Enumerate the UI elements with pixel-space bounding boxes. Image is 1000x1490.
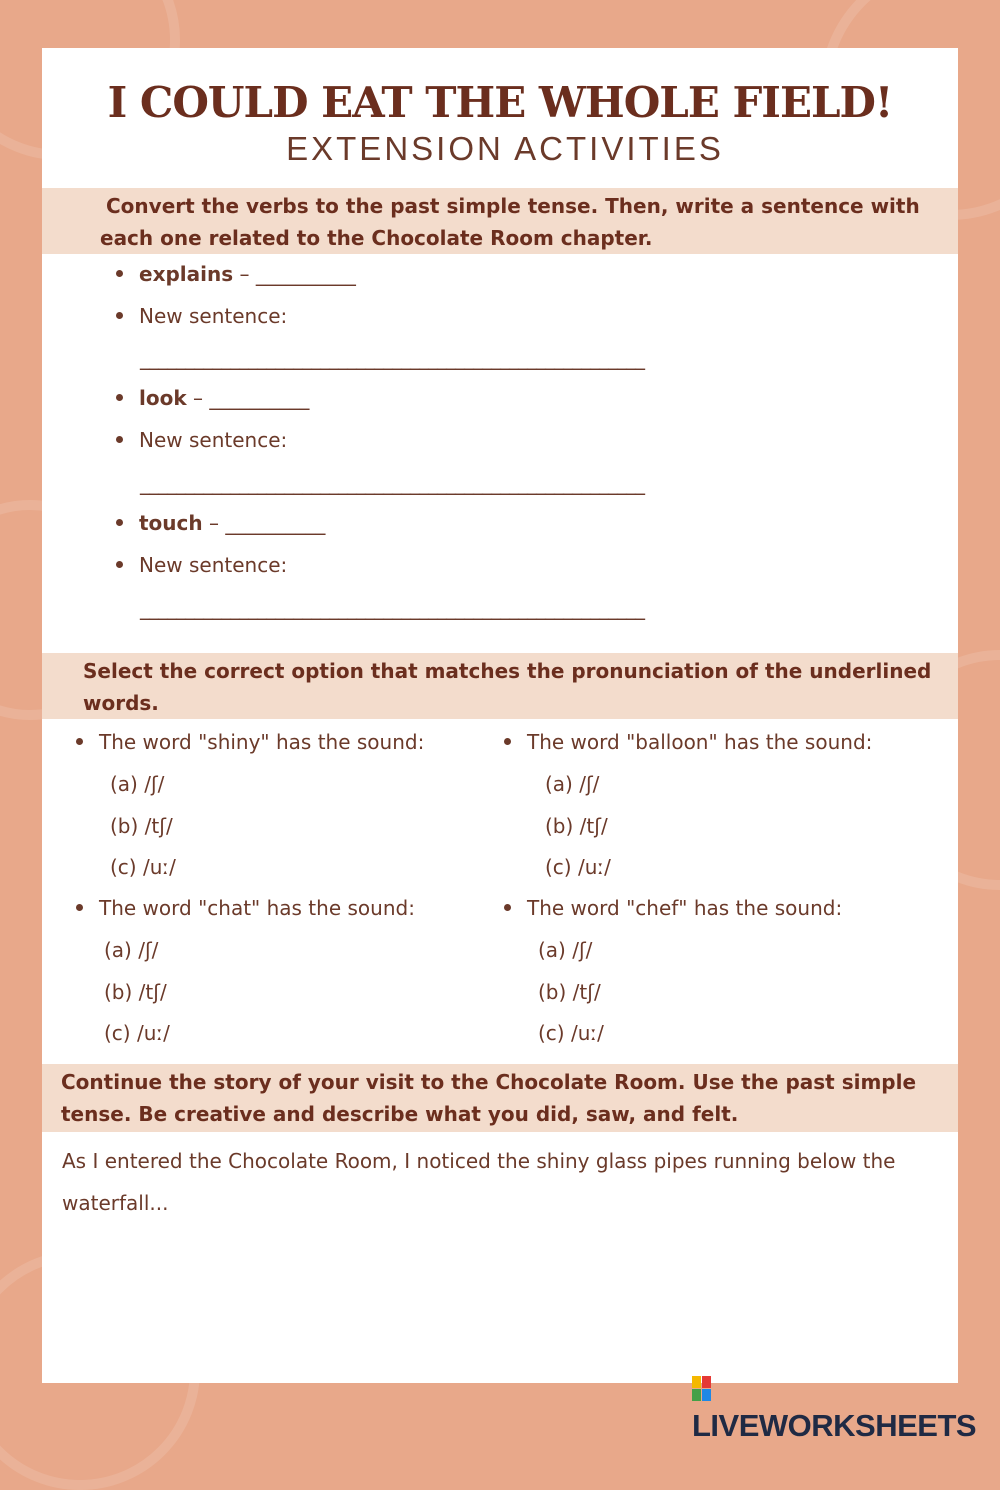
new-sentence-label: New sentence: [116, 304, 287, 328]
section1-instructions: Convert the verbs to the past simple tense. Then, write a sentence with each one related to the Chocolate Room chapter. [42, 188, 958, 254]
option-a[interactable]: (a) /ʃ/ [110, 772, 165, 796]
past-tense-blank[interactable]: – __________ [233, 262, 356, 286]
option-c[interactable]: (c) /uː/ [538, 1021, 604, 1045]
question-balloon: The word "balloon" has the sound: [504, 730, 872, 754]
option-c[interactable]: (c) /uː/ [545, 855, 611, 879]
option-b[interactable]: (b) /tʃ/ [538, 980, 601, 1004]
new-sentence-label: New sentence: [116, 428, 287, 452]
question-shiny: The word "shiny" has the sound: [76, 730, 424, 754]
question-chat: The word "chat" has the sound: [76, 896, 415, 920]
question-chef: The word "chef" has the sound: [504, 896, 842, 920]
section3-instructions: Continue the story of your visit to the Chocolate Room. Use the past simple tense. Be creative and describe what you did, saw, and felt. [42, 1064, 958, 1132]
option-a[interactable]: (a) /ʃ/ [104, 938, 159, 962]
option-b[interactable]: (b) /tʃ/ [545, 814, 608, 838]
option-a[interactable]: (a) /ʃ/ [545, 772, 600, 796]
option-b[interactable]: (b) /tʃ/ [104, 980, 167, 1004]
answer-line[interactable]: ________________________________________________________ [140, 471, 644, 495]
worksheet-page [42, 48, 958, 1383]
past-tense-blank[interactable]: – __________ [202, 511, 326, 535]
worksheet-subtitle: EXTENSION ACTIVITIES [286, 130, 724, 167]
liveworksheets-logo: LIVEWORKSHEETS [692, 1372, 1000, 1444]
option-a[interactable]: (a) /ʃ/ [538, 938, 593, 962]
story-text-area[interactable]: As I entered the Chocolate Room, I noticed the shiny glass pipes running below the waterfall... [62, 1149, 896, 1215]
answer-line[interactable]: ________________________________________________________ [140, 346, 644, 370]
verb-item-look: look – __________ [116, 386, 309, 410]
option-b[interactable]: (b) /tʃ/ [110, 814, 173, 838]
option-c[interactable]: (c) /uː/ [104, 1021, 170, 1045]
new-sentence-label: New sentence: [116, 553, 287, 577]
worksheet-title: I COULD EAT THE WHOLE FIELD! [107, 78, 893, 127]
liveworksheets-logo-icon [692, 1376, 712, 1402]
verb-item-touch: touch – __________ [116, 511, 325, 535]
verb-item-explains: explains – __________ [116, 262, 356, 286]
answer-line[interactable]: ________________________________________________________ [140, 596, 644, 620]
past-tense-blank[interactable]: – __________ [186, 386, 310, 410]
option-c[interactable]: (c) /uː/ [110, 855, 176, 879]
section2-instructions: Select the correct option that matches the pronunciation of the underlined words. [42, 653, 958, 719]
